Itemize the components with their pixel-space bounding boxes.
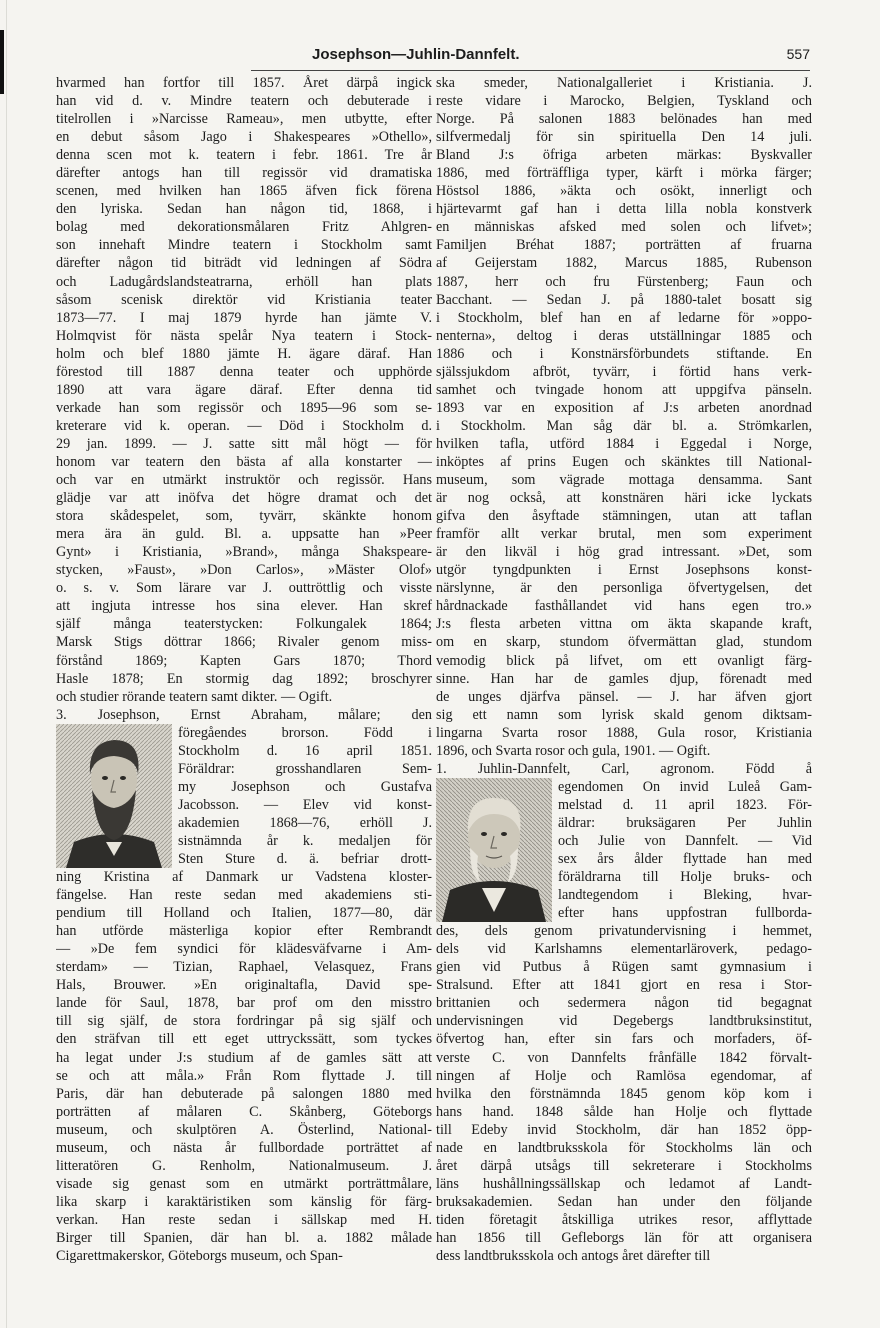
text-line: att ingjuta intresse hos sina elever. Han skref (56, 598, 432, 615)
text-line: Holmqvist för nästa spelår Nya teatern i Stock- (56, 327, 432, 344)
text-line: Hals, Brouwer. »En originaltafla, David spe- (56, 977, 432, 994)
text-line: 1. Juhlin-Dannfelt, Carl, agronom. Född å (436, 760, 812, 777)
text-line: hvilken tafla, utförd 1884 i Eggedal i Norge, (436, 435, 812, 452)
text-line: Jacobsson. — Elev vid konst- (178, 796, 432, 813)
text-line: honom var teatern den bästa af alla konstarter — (56, 453, 432, 470)
text-line: visade sig genast som en utmärkt porträttmålare, (56, 1175, 432, 1192)
text-line: Familjen Bréhat 1887; porträtten af fruarna (436, 237, 812, 254)
text-line: se och att måla.» Från Rom flyttade J. till (56, 1067, 432, 1084)
text-line: närslynne, är den personliga öfvertygelsen, det (436, 580, 812, 597)
text-line: denna scen mot k. teatern i febr. 1861. Tre år (56, 147, 432, 164)
text-line: son innehaft Mindre teatern i Stockholm samt (56, 237, 432, 254)
text-line: egendomen On invid Luleå Gam- (558, 778, 812, 795)
text-line: akademien 1868—76, erhöll J. (178, 814, 432, 831)
text-line: museum, som vägrade mottaga densamma. Sant (436, 472, 812, 489)
text-line: framför allt verkar brutal, men som experiment (436, 526, 812, 543)
text-line: och studier rörande teatern samt dikter. — Ogift. (56, 688, 333, 705)
text-line: 1886 och i Konstnärsförbundets stiftande. En (436, 345, 812, 362)
text-line: den sträfvan till ett eget uttryckssätt, som tyckes (56, 1031, 432, 1048)
text-line: föräldrarna till Holje bruks- och (558, 869, 812, 886)
text-line: därefter någon tid biträdt vid ledningen af Södra (56, 255, 432, 272)
text-line: Birger till Spanien, där han bl. a. 1882 målade (56, 1230, 432, 1246)
text-line: därefter antogs han till regissör vid dramatiska (56, 165, 432, 182)
text-line: han vid d. v. Mindre teatern och debuterade i (56, 93, 432, 110)
page-edge (6, 0, 7, 1328)
text-line: 1873—77. I maj 1879 hyrde han jämte V. (56, 309, 432, 326)
text-line: 29 jan. 1899. — J. satte sitt mål högt — för (56, 435, 432, 452)
text-line: Cigarettmakerskor, Göteborgs museum, och Span- (56, 1248, 343, 1265)
text-line: är nog också, att konstnären häri icke lyckats (436, 490, 812, 507)
text-line: föregåendes brorson. Född i (178, 724, 432, 741)
text-line: de unges djärfva pänsel. — J. har äfven gjort (436, 688, 812, 705)
left-column-text-bottom (56, 868, 432, 1265)
text-line: är den likväl i hög grad intressant. »Det, som (436, 544, 812, 561)
left-column-text-top (56, 74, 432, 724)
text-line: stora skådespelet, som, tyvärr, skänkte honom (56, 508, 432, 525)
text-line: des, dels genom privatundervisning i hemmet, (436, 923, 812, 940)
text-line: och var en utmärkt instruktör och regissör. Hans (56, 472, 432, 489)
text-line: sistnämnda år k. medaljen för (178, 832, 432, 849)
text-line: han 1856 till Gefleborgs län för att organisera (436, 1230, 812, 1246)
portrait-carl-juhlin-dannfelt (436, 778, 552, 922)
text-line: verkade han som regissör och 1895—96 som se- (56, 399, 432, 416)
text-line: samhet och tvingade honom att uppgifva pänseln. (436, 381, 812, 398)
text-line: sterdam» — Tizian, Raphael, Velasquez, Frans (56, 959, 432, 976)
text-line: verste C. von Dannfelts frånfälle 1842 förvalt- (436, 1049, 812, 1066)
text-line: hvilka den förstnämnda 1845 genom köp kom i (436, 1085, 812, 1102)
text-line: dels vid Karlshamns elementarläroverk, pedago- (436, 941, 812, 958)
text-line: sinne. Han har de gamles djup, förenadt med (436, 670, 812, 687)
header-rule (251, 70, 810, 71)
text-line: verkan. Han reste sedan i sällskap med H. (56, 1211, 432, 1228)
text-line: till Edeby invid Stockholm, där han 1852 öpp- (436, 1121, 812, 1138)
text-line: porträtten af målaren C. Skånberg, Göteborgs (56, 1103, 432, 1120)
text-line: Föräldrar: grosshandlaren Sem- (178, 760, 432, 777)
text-line: utgör tyngdpunkten i Ernst Josephsons konst- (436, 562, 812, 579)
right-column (436, 74, 812, 1265)
text-line: titelrollen i »Narcisse Rameau», men utbytte, efter (56, 111, 432, 128)
binding-mark (0, 30, 4, 94)
text-line: 1896, och Svarta rosor och gula, 1901. — Ogift. (436, 742, 711, 759)
text-line: brittanien och sedermera någon tid begagnat (436, 995, 812, 1012)
right-column-text-wrap (558, 778, 812, 922)
text-line: nade en landtbruksskola för Stockholms län och (436, 1139, 812, 1156)
text-line: 1893 var en exposition af J:s arbeten anordnad (436, 399, 812, 416)
text-line: ning Kristina af Danmark ur Vadstena kloster- (56, 869, 432, 886)
text-line: han utförde mästerliga kopior efter Rembrandt (56, 923, 432, 940)
text-line: och Julie von Dannfelt. — Vid (558, 832, 812, 849)
text-line: tiden företagit åtskilliga utrikes resor, afflyttade (436, 1211, 812, 1228)
text-line: och Ladugårdslandsteatrarna, erhöll han plats (56, 273, 432, 290)
text-line: förstånd 1869; Kapten Gars 1870; Thord (56, 652, 432, 669)
text-line: lande för Saul, 1878, bar prof om den misstro (56, 995, 432, 1012)
text-line: o. s. v. Som lärare var J. outtröttlig och visste (56, 580, 432, 597)
text-line: nenterna», deltog i deras utställningar 1885 och (436, 327, 812, 344)
text-line: 3. Josephson, Ernst Abraham, målare; den (56, 706, 432, 723)
text-line: lika skarp i karaktäristiken som känslig för färg- (56, 1193, 432, 1210)
text-line: den lyriska. Sedan han någon tid, 1868, i (56, 201, 432, 218)
text-line: bruksakademien. Sedan han under den följande (436, 1193, 812, 1210)
left-column (56, 74, 432, 1265)
text-line: om en skarp, stundom öfvermättan glad, stundom (436, 634, 812, 651)
text-line: hans hand. 1848 sålde han Holje och flyttade (436, 1103, 812, 1120)
text-line: ska smeder, Nationalgalleriet i Kristiania. J. (436, 75, 812, 91)
text-line: gien vid Putbus å Rügen samt gymnasium i (436, 959, 812, 976)
portrait-block-juhlin-dannfelt (436, 778, 812, 922)
text-line: Norge. På salonen 1883 belönades han med (436, 111, 812, 128)
text-line: dess landtbruksskola och antogs året därefter till (436, 1248, 711, 1265)
text-line: i Stockholm. Man såg där bl. a. Strömkarlen, (436, 417, 812, 434)
text-line: förestod till 1887 denna teater och upphörde (56, 363, 432, 380)
text-line: glädje var att inöfva det högre dramat och det (56, 490, 432, 507)
text-line: melstad d. 11 april 1823. För- (558, 796, 812, 813)
text-line: landtegendom i Bleking, hvar- (558, 887, 812, 904)
right-column-text-bottom (436, 922, 812, 1265)
text-line: Stockholm d. 16 april 1851. (178, 742, 432, 759)
text-line: Höstsol 1886, »äkta och osökt, innerligt och (436, 183, 812, 200)
text-line: äldrar: bruksägaren Per Juhlin (558, 814, 812, 831)
text-line: ha legat under J:s studium af de gamles sätt att (56, 1049, 432, 1066)
text-line: Sten Sture d. ä. befriar drott- (178, 851, 432, 868)
text-line: vemodig blick på lifvet, om ett ovanligt färg- (436, 652, 812, 669)
text-line: efter hans uppfostran fullborda- (558, 905, 812, 922)
text-line: lingarna Svarta rosor 1888, Gula rosor, Kristiania (436, 724, 812, 741)
text-line: Hasle 1878; En stormig dag 1892; broschyrer (56, 670, 432, 687)
text-line: Paris, där han debuterade på salongen 1880 med (56, 1085, 432, 1102)
running-header (250, 46, 810, 68)
text-line: kreterare vid k. operan. — Död i Stockholm d. (56, 417, 432, 434)
text-line: 1890 att vara ägare däraf. Efter denna tid (56, 381, 432, 398)
text-line: året därpå utsågs till sekreterare i Stockholms (436, 1157, 812, 1174)
text-line: inköptes af prins Eugen och skänktes till National- (436, 453, 812, 470)
text-line: undervisningen vid Degebergs landtbruksinstitut, (436, 1013, 812, 1030)
text-line: hvarmed han fortfor till 1857. Året därpå ingick (56, 75, 432, 91)
text-line: en människas afsked med solen och lifvet»; (436, 219, 812, 236)
text-line: scenen, med hvilken han 1865 äfven fick förena (56, 183, 432, 200)
text-line: hårdnackade fasthållandet vid hans egen tro.» (436, 598, 812, 615)
text-line: bolag med dekorationsmålaren Fritz Ahlgren- (56, 219, 432, 236)
left-column-text-wrap (178, 724, 432, 868)
text-line: gifva den åsyftade stämningen, utan att taflan (436, 508, 812, 525)
text-line: museum, och skulptören A. Österlind, National- (56, 1121, 432, 1138)
text-line: läns hushållningssällskap och ledamot af Landt- (436, 1175, 812, 1192)
text-line: ningen af Holje och Ramlösa egendomar, af (436, 1067, 812, 1084)
text-line: mera ära än guld. Bl. a. uppsatte han »Peer (56, 526, 432, 543)
portrait-ernst-josephson (56, 724, 172, 868)
text-line: silfvermedalj för sin spirituella Den 14 juli. (436, 129, 812, 146)
text-line: Gynt» i Kristiania, »Brand», många Shakspeare- (56, 544, 432, 561)
text-line: 1887, herr och fru Fürstenberg; Faun och (436, 273, 812, 290)
text-line: holm och blef 1880 jämte H. ägare däraf. Han (56, 345, 432, 362)
text-line: Bacchant. — Sedan J. på 1880-talet bosatt sig (436, 291, 812, 308)
text-line: sig ett namn som lyrisk skald genom diktsam- (436, 706, 812, 723)
text-line: stycken, »Faust», »Don Carlos», »Mäster Olof» (56, 562, 432, 579)
text-line: Stralsund. Efter att 1841 gjort en resa i Stor- (436, 977, 812, 994)
right-column-text-top (436, 74, 812, 778)
text-line: fängelse. Han reste sedan med akademiens sti- (56, 887, 432, 904)
text-line: litteratören G. Renholm, Nationalmuseum. J. (56, 1157, 432, 1174)
portrait-block-josephson (56, 724, 432, 868)
text-line: 1886, med förträffliga typer, kärft i mörka färger; (436, 165, 812, 182)
text-line: till sig själf, de stora fordringar på sig själf och (56, 1013, 432, 1030)
text-line: af Geijerstam 1882, Marcus 1885, Rubenson (436, 255, 812, 272)
text-line: i Stockholm, blef han en af ledarne för »oppo- (436, 309, 812, 326)
text-line: själf många teaterstycken: Folkungalek 1864; (56, 616, 432, 633)
text-line: — »De fem syndici för klädesväfvarne i Am- (56, 941, 432, 958)
running-title: Josephson—Juhlin-Dannfelt. (312, 46, 520, 63)
text-line: öfvertog han, efter sin fars och morfaders, öf- (436, 1031, 812, 1048)
text-line: själssjukdom afbröt, tyvärr, i förtid hans verk- (436, 363, 812, 380)
text-line: sex års ålder flyttade han med (558, 851, 812, 868)
text-line: Bland J:s öfriga arbeten märkas: Byskvaller (436, 147, 812, 164)
text-line: J:s flesta arbeten vittna om äkta skapande kraft, (436, 616, 812, 633)
page-number: 557 (786, 46, 810, 62)
text-line: pendium till Holland och Italien, 1877—80, där (56, 905, 432, 922)
text-line: Marsk Stigs döttrar 1866; Rivaler genom miss- (56, 634, 432, 651)
text-line: en debut såsom Jago i Shakespeares »Othello», (56, 129, 432, 146)
text-line: hjärtevarmt gaf han i detta lilla nobla konstverk (436, 201, 812, 218)
text-line: my Josephson och Gustafva (178, 778, 432, 795)
text-line: såsom scenisk direktör vid Kristiania teater (56, 291, 432, 308)
text-line: museum, och nästa år fullbordade porträttet af (56, 1139, 432, 1156)
text-line: reste vidare i Marocko, Belgien, Tyskland och (436, 93, 812, 110)
